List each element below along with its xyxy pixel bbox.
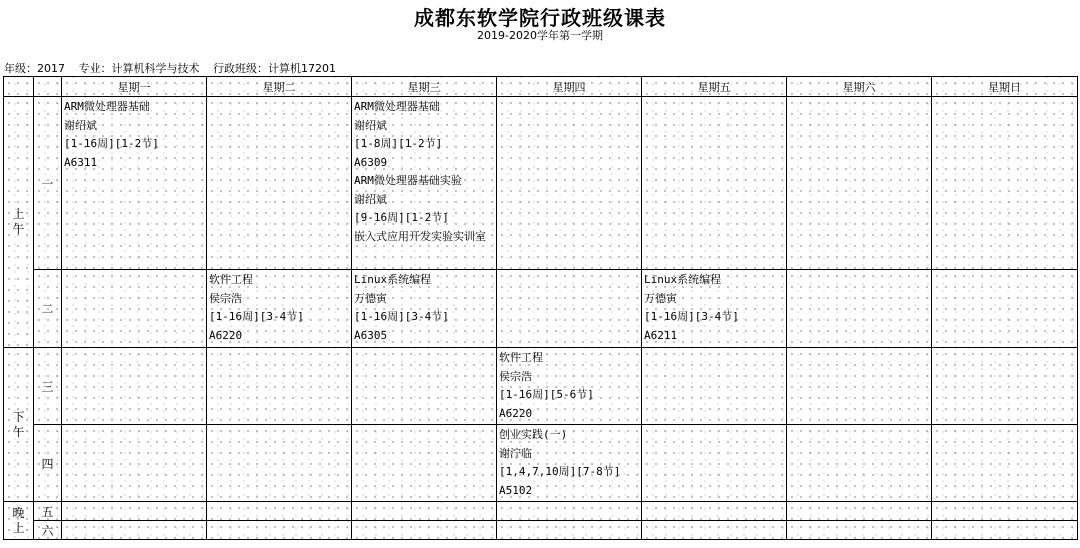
cell-s2-sat[interactable] (787, 270, 932, 348)
course-weeks: [1,4,7,10周][7-8节] (499, 465, 621, 478)
cell-s3-tue[interactable] (207, 348, 352, 425)
cell-s2-thu[interactable] (497, 270, 642, 348)
major-label: 专业：计算机科学与技术 (78, 62, 200, 75)
cell-s4-sat[interactable] (787, 425, 932, 502)
cell-s2-fri[interactable] (642, 270, 787, 348)
day-header-thu: 星期四 (497, 77, 642, 97)
course-name: 软件工程 (209, 273, 253, 286)
cell-s1-wed[interactable] (352, 97, 497, 270)
course-name: 创业实践(一) (499, 428, 568, 441)
cell-s6-thu[interactable] (497, 521, 642, 540)
course-room: A6309 (354, 155, 388, 169)
course-card[interactable] (497, 348, 641, 424)
cell-s4-thu[interactable] (497, 425, 642, 502)
course-card[interactable] (352, 270, 496, 346)
cell-s6-fri[interactable] (642, 521, 787, 540)
course-teacher: 侯宗浩 (209, 291, 242, 305)
block-afternoon-char-1: 下 (12, 409, 25, 424)
cell-s5-sat[interactable] (787, 502, 932, 521)
cell-s1-sun[interactable] (932, 97, 1078, 270)
block-evening-char-1: 晚 (12, 505, 25, 520)
course-name: 软件工程 (499, 351, 543, 364)
cell-s1-thu[interactable] (497, 97, 642, 270)
cell-s4-mon[interactable] (62, 425, 207, 502)
slot-6: 六 (34, 521, 62, 540)
day-header-mon: 星期一 (62, 77, 207, 97)
block-morning-char-1: 上 (12, 207, 25, 221)
course-weeks: [1-16周][1-2节] (64, 137, 159, 150)
cell-s2-mon[interactable] (62, 270, 207, 348)
course-teacher: 谢绍斌 (64, 118, 97, 132)
day-header-sat: 星期六 (787, 77, 932, 97)
day-header-fri: 星期五 (642, 77, 787, 97)
day-header-tue: 星期二 (207, 77, 352, 97)
cell-s3-thu[interactable] (497, 348, 642, 425)
block-morning-char-2: 午 (12, 222, 25, 236)
cell-s6-sun[interactable] (932, 521, 1078, 540)
slot-3: 三 (34, 348, 62, 425)
course-room: 嵌入式应用开发实验实训室 (354, 229, 486, 243)
course-room: A6305 (354, 328, 388, 342)
cell-s2-wed[interactable] (352, 270, 497, 348)
course-weeks: [1-8周][1-2节] (354, 137, 443, 150)
cell-s5-fri[interactable] (642, 502, 787, 521)
corner-slot-header (34, 77, 62, 97)
block-evening (4, 502, 34, 540)
course-card[interactable] (207, 270, 351, 346)
cell-s2-tue[interactable] (207, 270, 352, 348)
cell-s5-wed[interactable] (352, 502, 497, 521)
block-afternoon-char-2: 午 (12, 424, 25, 439)
course-name: ARM微处理器基础 (64, 100, 150, 113)
course-weeks: [1-16周][3-4节] (644, 310, 739, 323)
slot-1: 一 (34, 97, 62, 270)
course-card[interactable] (352, 97, 496, 247)
course-teacher: 谢绍斌 (354, 118, 387, 132)
block-morning (4, 97, 34, 348)
course-card[interactable] (497, 425, 641, 501)
cell-s3-fri[interactable] (642, 348, 787, 425)
class-info (4, 60, 346, 76)
course-room: A5102 (499, 483, 533, 497)
cell-s1-mon[interactable] (62, 97, 207, 270)
cell-s3-sat[interactable] (787, 348, 932, 425)
day-header-wed: 星期三 (352, 77, 497, 97)
slot-5: 五 (34, 502, 62, 521)
course-teacher: 侯宗浩 (499, 369, 532, 383)
cell-s6-mon[interactable] (62, 521, 207, 540)
course-room: A6220 (499, 406, 533, 420)
course-room: A6211 (644, 328, 678, 342)
cell-s4-fri[interactable] (642, 425, 787, 502)
cell-s6-wed[interactable] (352, 521, 497, 540)
cell-s1-sat[interactable] (787, 97, 932, 270)
cell-s3-mon[interactable] (62, 348, 207, 425)
course-teacher: 谢绍斌 (354, 192, 387, 206)
cell-s2-sun[interactable] (932, 270, 1078, 348)
cell-s3-sun[interactable] (932, 348, 1078, 425)
cell-s6-tue[interactable] (207, 521, 352, 540)
cell-s5-mon[interactable] (62, 502, 207, 521)
term-label: 2019-2020学年第一学期 (477, 29, 603, 42)
course-card[interactable] (62, 97, 206, 173)
cell-s3-wed[interactable] (352, 348, 497, 425)
course-teacher: 万德寅 (354, 291, 387, 305)
course-card[interactable] (642, 270, 786, 346)
course-name: Linux系统编程 (354, 273, 432, 286)
course-name: ARM微处理器基础 (354, 100, 440, 113)
slot-2: 二 (34, 270, 62, 348)
class-label: 行政班级：计算机17201 (213, 62, 336, 75)
course-weeks: [1-16周][5-6节] (499, 388, 594, 401)
timetable-title: 成都东软学院行政班级课表 (414, 6, 666, 30)
block-afternoon (4, 348, 34, 502)
cell-s6-sat[interactable] (787, 521, 932, 540)
course-room: A6220 (209, 328, 243, 342)
grade-label: 年级：2017 (4, 62, 65, 75)
cell-s1-fri[interactable] (642, 97, 787, 270)
course-name: Linux系统编程 (644, 273, 722, 286)
cell-s5-thu[interactable] (497, 502, 642, 521)
course-weeks: [1-16周][3-4节] (354, 310, 449, 323)
course-teacher: 万德寅 (644, 291, 677, 305)
corner-block-header (4, 77, 34, 97)
cell-s1-tue[interactable] (207, 97, 352, 270)
course-weeks: [1-16周][3-4节] (209, 310, 304, 323)
course-weeks: [9-16周][1-2节] (354, 211, 449, 224)
day-header-sun: 星期日 (932, 77, 1078, 97)
cell-s5-sun[interactable] (932, 502, 1078, 521)
course-teacher: 谢泞临 (499, 446, 532, 460)
cell-s4-wed[interactable] (352, 425, 497, 502)
cell-s4-tue[interactable] (207, 425, 352, 502)
slot-4: 四 (34, 425, 62, 502)
cell-s5-tue[interactable] (207, 502, 352, 521)
course-room: A6311 (64, 155, 98, 169)
block-evening-char-2: 上 (12, 520, 25, 535)
cell-s4-sun[interactable] (932, 425, 1078, 502)
course-name: ARM微处理器基础实验 (354, 174, 462, 187)
timetable-grid (3, 76, 1078, 540)
